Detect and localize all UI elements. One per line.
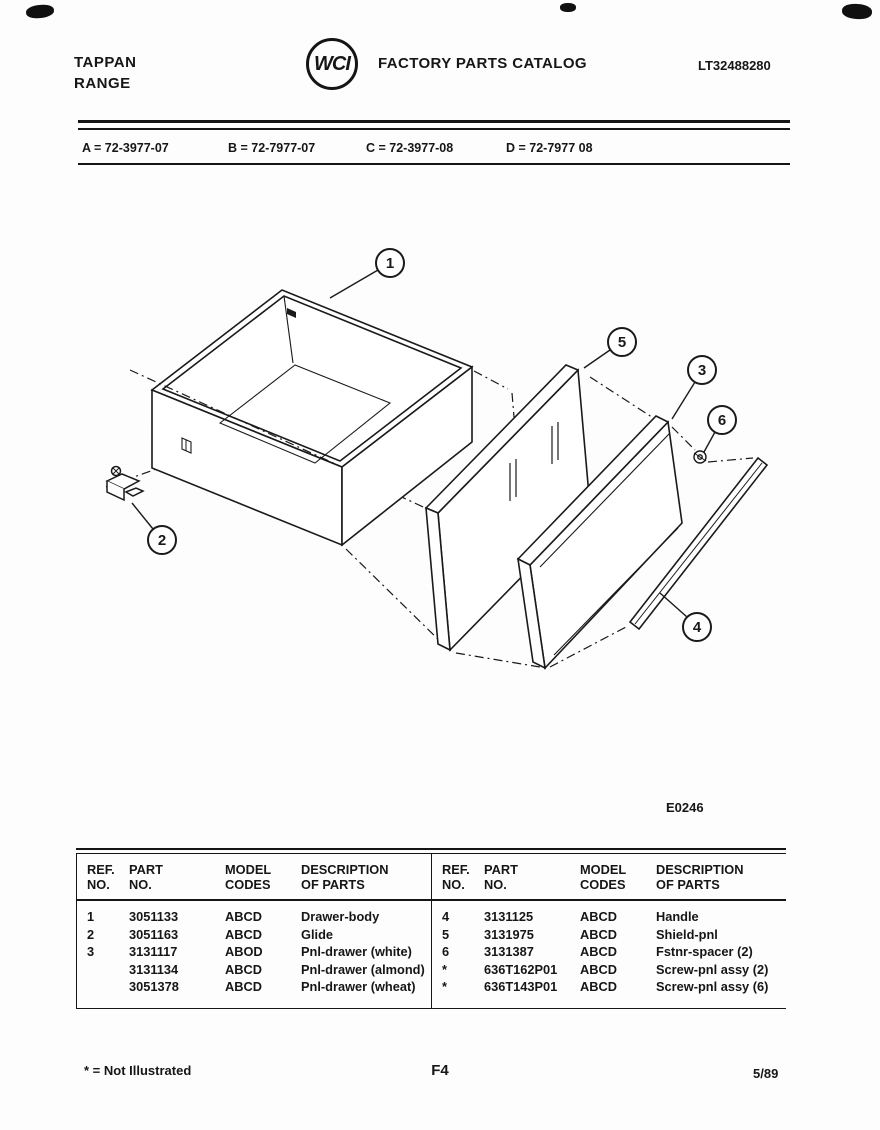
- page-code: F4: [431, 1062, 449, 1079]
- table-row: [442, 978, 786, 996]
- cell-part: 3131975: [484, 926, 534, 942]
- wci-logo-text: WCI: [314, 52, 350, 75]
- fastener-spacer: [694, 451, 706, 463]
- cell-part: 3131134: [129, 961, 179, 977]
- cell-ref: 5: [442, 926, 450, 942]
- cell-part: 636T143P01: [484, 979, 558, 994]
- cell-codes: ABCD: [580, 961, 617, 977]
- glide: [107, 467, 143, 501]
- cell-desc: Pnl-drawer (wheat): [301, 979, 416, 994]
- callout-5-number: 5: [617, 334, 627, 351]
- table-row: [87, 961, 431, 979]
- header-part: [129, 862, 225, 892]
- callout-2: [132, 503, 176, 554]
- header-ref: [442, 862, 484, 892]
- header-line: NO.: [129, 877, 152, 892]
- header-line: NO.: [87, 877, 110, 892]
- cell-part: 3051163: [129, 926, 179, 942]
- cell-codes: ABOD: [225, 944, 263, 959]
- callout-5: [584, 328, 636, 368]
- table-header-rule: [76, 899, 786, 901]
- document-number: LT32488280: [698, 58, 771, 73]
- cell-codes: ABCD: [225, 961, 262, 977]
- header-line: MODEL: [580, 862, 627, 877]
- cell-codes: ABCD: [225, 926, 262, 942]
- cell-part: 3131117: [129, 944, 178, 959]
- header-line: CODES: [580, 877, 626, 892]
- table-row: [87, 978, 431, 996]
- header-ref: [87, 862, 129, 892]
- header-codes: [580, 862, 656, 892]
- model-code-b: B = 72-7977-07: [228, 141, 316, 155]
- callout-6: [704, 406, 736, 452]
- header-line: REF.: [87, 862, 115, 877]
- callout-4: [660, 593, 711, 641]
- parts-table: [76, 848, 786, 1009]
- scan-artifact: [842, 3, 873, 20]
- callout-2-number: 2: [157, 532, 167, 549]
- table-header-row: [87, 862, 431, 892]
- cell-desc: Screw-pnl assy (6): [656, 979, 769, 994]
- header-line: PART: [484, 862, 518, 877]
- cell-codes: ABCD: [225, 979, 262, 994]
- brand-line-2: RANGE: [74, 75, 131, 92]
- header-line: OF PARTS: [301, 877, 365, 892]
- figure-code: E0246: [666, 800, 704, 815]
- callout-4-number: 4: [692, 619, 702, 636]
- drawer-body: [152, 290, 472, 545]
- table-row: [442, 943, 786, 961]
- scan-artifact: [25, 4, 54, 20]
- table-row: [442, 961, 786, 979]
- cell-part: 3131387: [484, 944, 534, 959]
- cell-ref: *: [442, 961, 447, 977]
- callout-6-number: 6: [717, 412, 727, 429]
- header-desc: [301, 862, 431, 892]
- header-part: [484, 862, 580, 892]
- cell-part: 3131125: [484, 909, 534, 924]
- table-header-row: [442, 862, 786, 892]
- header-line: DESCRIPTION: [301, 862, 389, 877]
- cell-codes: ABCD: [580, 979, 617, 994]
- cell-codes: ABCD: [580, 909, 617, 924]
- catalog-title: FACTORY PARTS CATALOG: [378, 55, 587, 72]
- cell-desc: Glide: [301, 926, 333, 942]
- table-row: [442, 908, 786, 926]
- header-rule-light: [78, 128, 790, 130]
- header-desc: [656, 862, 786, 892]
- cell-ref: [87, 978, 129, 996]
- cell-ref: 1: [87, 909, 95, 924]
- cell-part: 3051378: [129, 979, 179, 994]
- cell-ref: 2: [87, 926, 95, 942]
- header-line: MODEL: [225, 862, 272, 877]
- brand: [74, 52, 136, 94]
- cell-part: 636T162P01: [484, 961, 558, 977]
- header-line: PART: [129, 862, 163, 877]
- header-codes: [225, 862, 301, 892]
- model-codes-rule: [78, 163, 790, 165]
- cell-desc: Shield-pnl: [656, 926, 718, 942]
- table-row: [87, 908, 431, 926]
- header-line: CODES: [225, 877, 271, 892]
- callout-1: [330, 249, 404, 298]
- model-code-a: A = 72-3977-07: [82, 141, 169, 155]
- cell-part: 3051133: [129, 909, 179, 924]
- cell-ref: *: [442, 979, 447, 994]
- header-line: OF PARTS: [656, 877, 720, 892]
- header-line: DESCRIPTION: [656, 862, 744, 877]
- model-code-d: D = 72-7977 08: [506, 141, 593, 155]
- cell-ref: [87, 961, 129, 979]
- header-line: NO.: [484, 877, 507, 892]
- cell-ref: 6: [442, 944, 450, 959]
- table-row: [87, 926, 431, 944]
- date-code: 5/89: [753, 1066, 779, 1081]
- cell-desc: Drawer-body: [301, 909, 380, 924]
- header-line: REF.: [442, 862, 470, 877]
- cell-codes: ABCD: [580, 944, 617, 959]
- not-illustrated-note: * = Not Illustrated: [84, 1063, 192, 1078]
- parts-table-left: [76, 854, 431, 1008]
- callout-3: [672, 356, 716, 419]
- model-code-c: C = 72-3977-08: [366, 141, 454, 155]
- cell-desc: Fstnr-spacer (2): [656, 944, 753, 959]
- cell-ref: 3: [87, 944, 95, 959]
- cell-ref: 4: [442, 909, 450, 924]
- cell-codes: ABCD: [580, 926, 617, 942]
- scan-artifact: [560, 3, 576, 12]
- header-line: NO.: [442, 877, 465, 892]
- table-row: [87, 943, 431, 961]
- cell-codes: ABCD: [225, 909, 262, 924]
- callout-3-number: 3: [697, 362, 707, 379]
- brand-line-1: TAPPAN: [74, 54, 137, 71]
- cell-desc: Pnl-drawer (almond): [301, 961, 425, 977]
- wci-logo: [306, 38, 358, 90]
- parts-table-right: [431, 854, 786, 1008]
- cell-desc: Pnl-drawer (white): [301, 944, 412, 959]
- cell-desc: Handle: [656, 909, 699, 924]
- header-rule-heavy: [78, 120, 790, 123]
- callout-1-number: 1: [385, 255, 395, 272]
- table-row: [442, 926, 786, 944]
- exploded-view-diagram: [60, 195, 820, 835]
- cell-desc: Screw-pnl assy (2): [656, 961, 769, 977]
